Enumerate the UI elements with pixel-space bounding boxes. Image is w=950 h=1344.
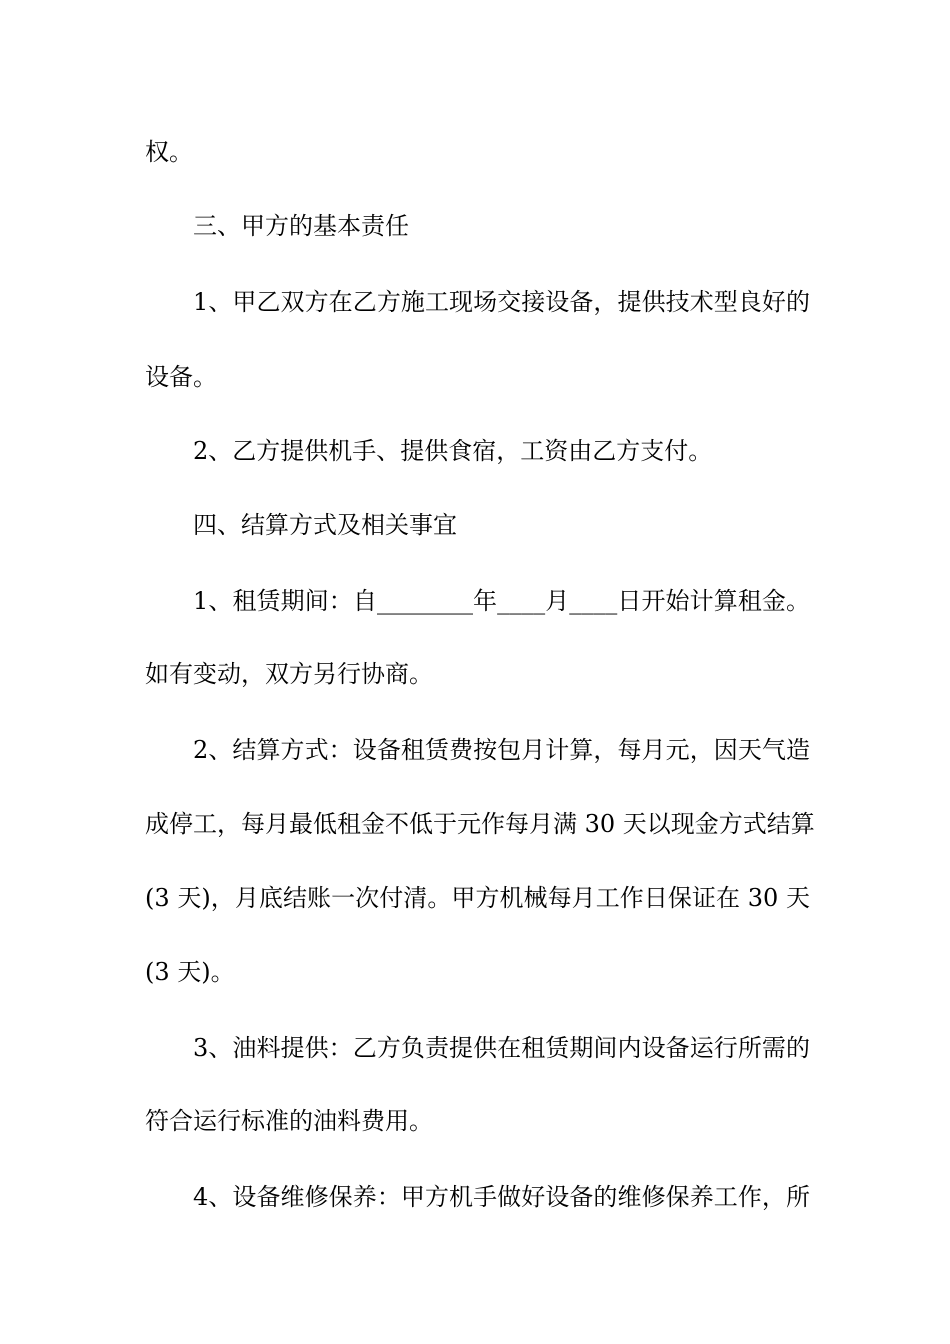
clause-3-1-cont: 设备。 — [145, 363, 217, 391]
clause-4-2-cont-3: (3 天)。 — [145, 958, 235, 986]
clause-4-2: 2、结算方式：设备租赁费按包月计算，每月元，因天气造 — [193, 736, 810, 764]
section-heading-4: 四、结算方式及相关事宜 — [193, 511, 457, 539]
section-heading-3: 三、甲方的基本责任 — [193, 212, 409, 240]
clause-4-1: 1、租赁期间：自________年____月____日开始计算租金。 — [193, 587, 810, 615]
clause-4-3: 3、油料提供：乙方负责提供在租赁期间内设备运行所需的 — [193, 1034, 810, 1062]
clause-3-2: 2、乙方提供机手、提供食宿，工资由乙方支付。 — [193, 437, 713, 465]
clause-4-4: 4、设备维修保养：甲方机手做好设备的维修保养工作，所 — [193, 1183, 810, 1211]
clause-4-2-cont-1: 成停工，每月最低租金不低于元作每月满 30 天以现金方式结算 — [145, 810, 815, 838]
clause-4-3-cont: 符合运行标准的油料费用。 — [145, 1107, 433, 1135]
clause-3-1: 1、甲乙双方在乙方施工现场交接设备，提供技术型良好的 — [193, 288, 810, 316]
clause-4-2-cont-2: (3 天)，月底结账一次付清。甲方机械每月工作日保证在 30 天 — [145, 884, 810, 912]
clause-4-1-cont: 如有变动，双方另行协商。 — [145, 660, 433, 688]
paragraph-line-continuation: 权。 — [145, 138, 193, 166]
